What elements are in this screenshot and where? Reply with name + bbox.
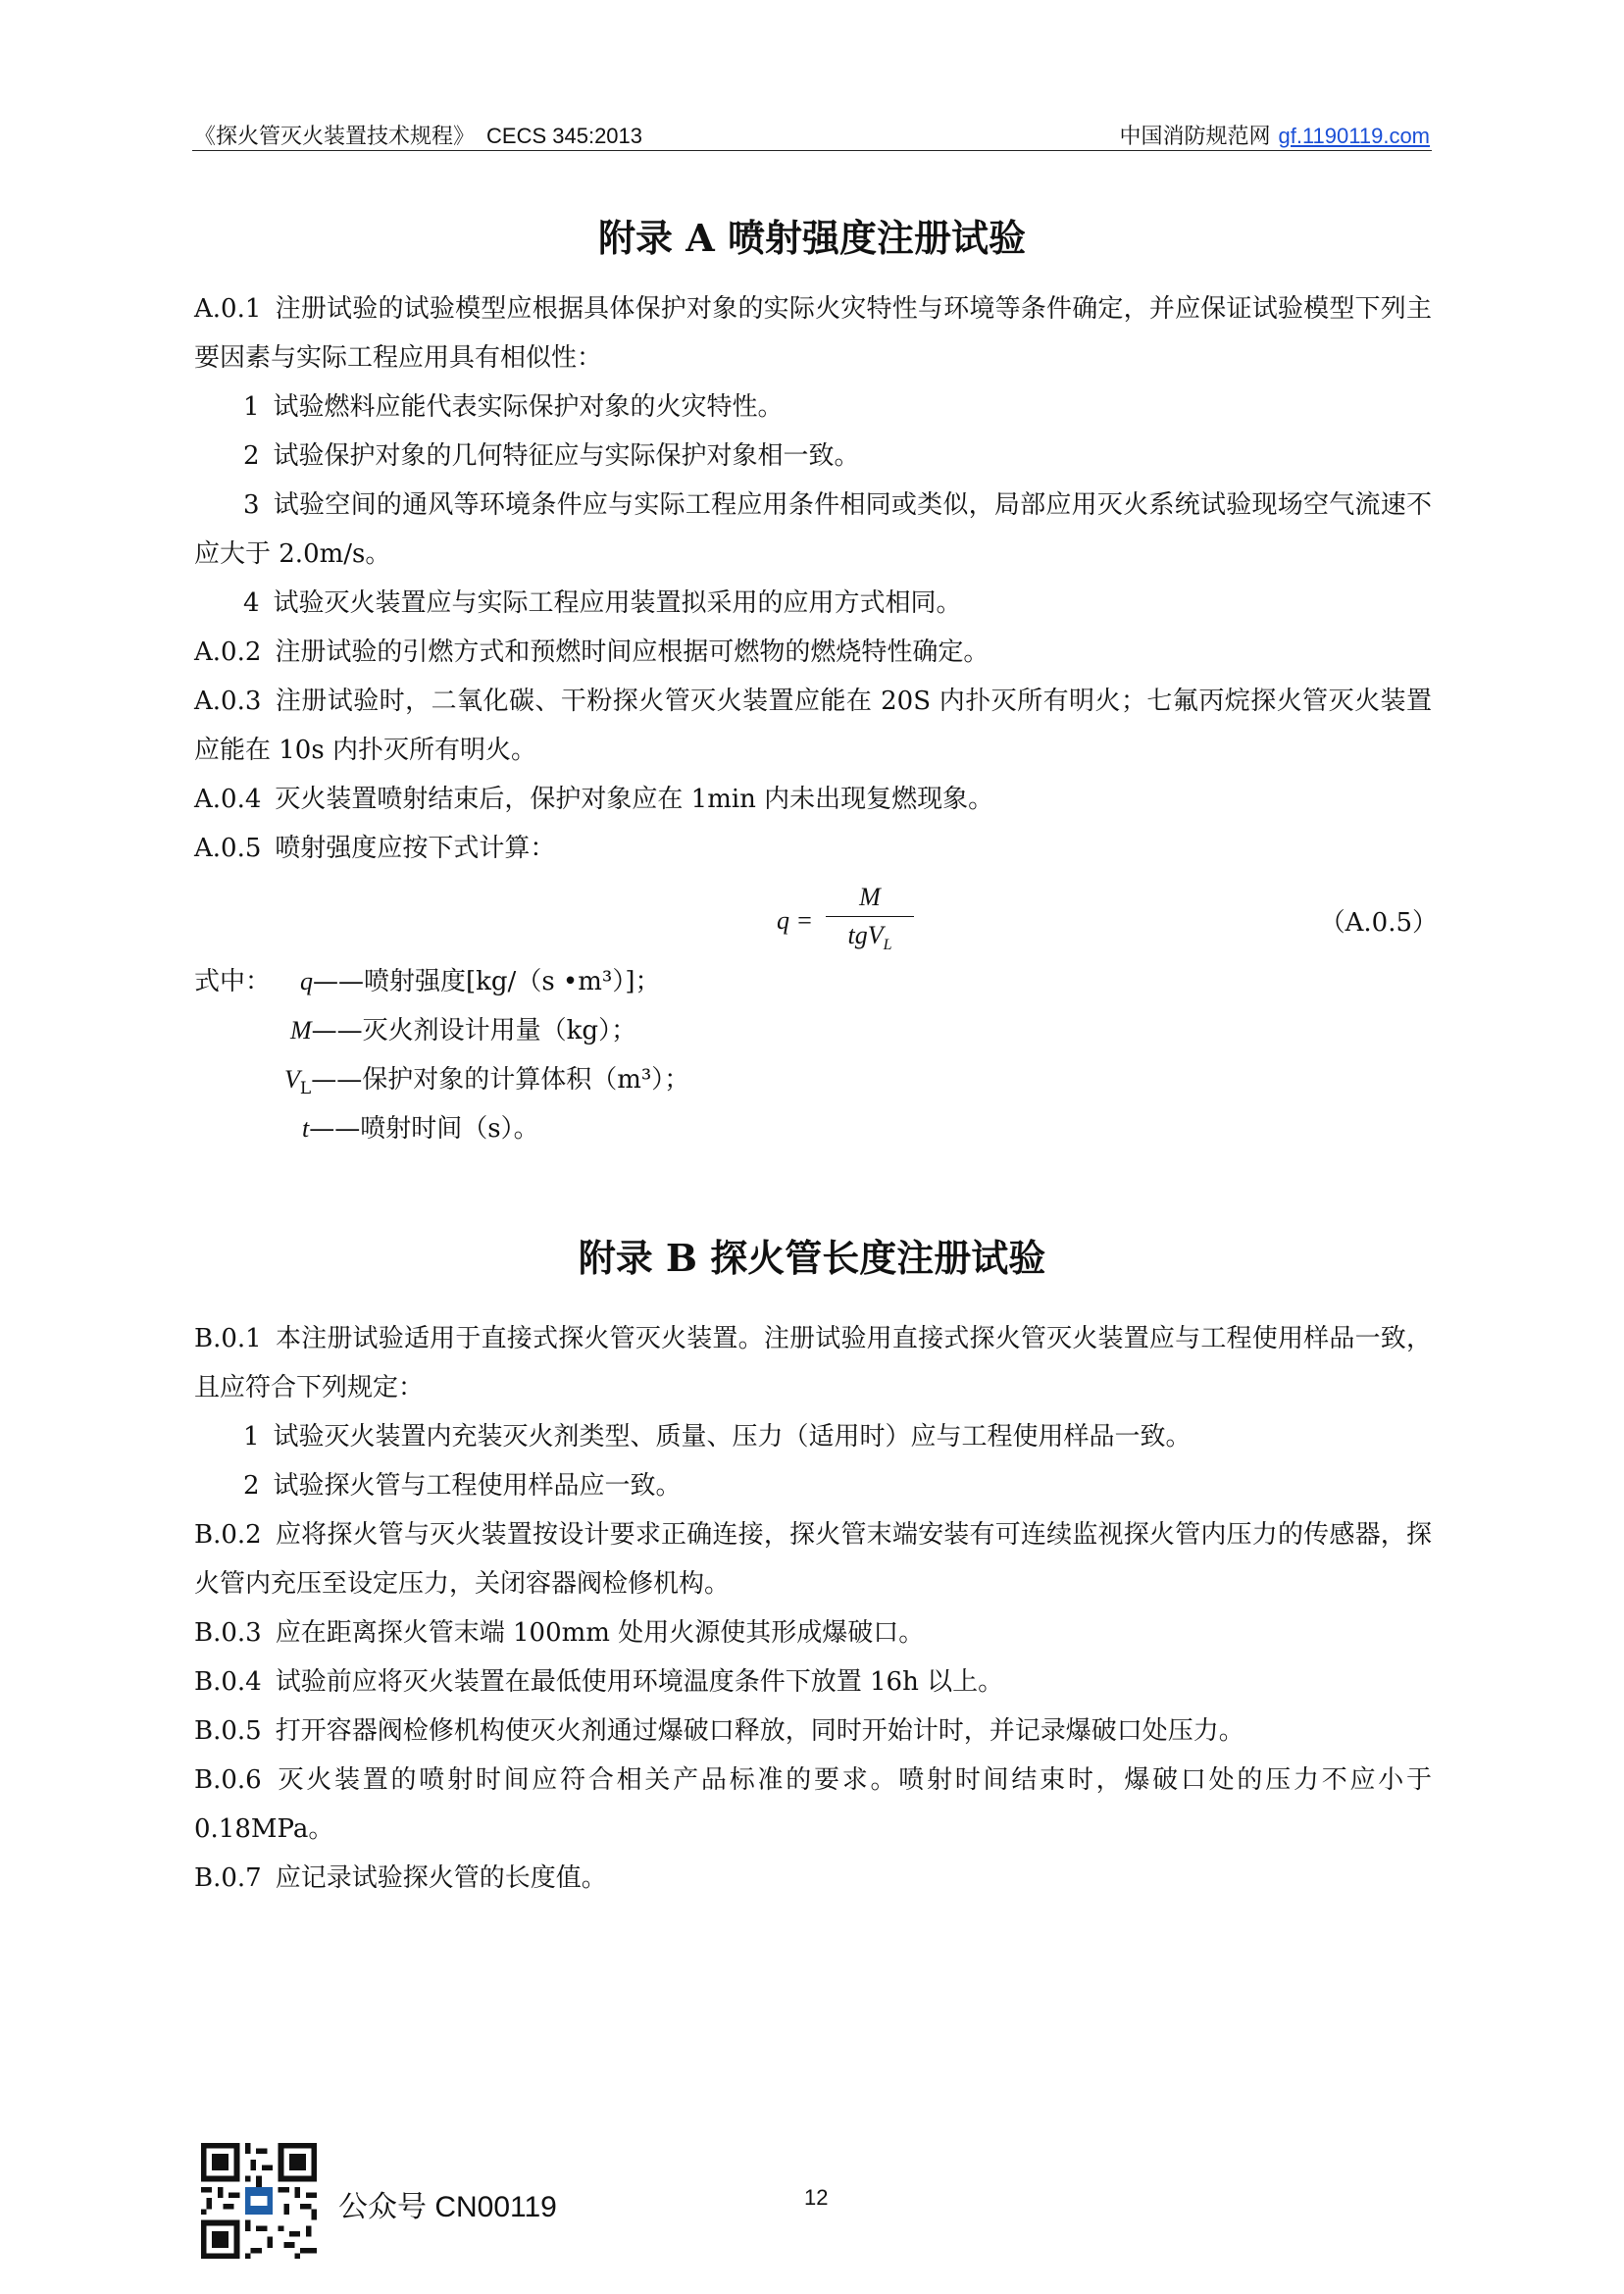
def-subscript: L	[299, 1079, 312, 1099]
def-symbol: V	[284, 1065, 300, 1094]
item-number: 2	[243, 1471, 260, 1501]
item-text: 试验空间的通风等环境条件应与实际工程应用条件相同或类似，局部应用灭火系统试验现场空气流速不应大于 2.0m/s。	[194, 490, 1432, 569]
item-text: 试验保护对象的几何特征应与实际保护对象相一致。	[273, 441, 860, 471]
clause-text: 本注册试验适用于直接式探火管灭火装置。注册试验用直接式探火管灭火装置应与工程使用样品一致，且应符合下列规定：	[194, 1324, 1432, 1402]
denom-sub: L	[883, 937, 892, 954]
clause-b02	[194, 1510, 1432, 1608]
clause-number: B.0.2	[194, 1520, 262, 1550]
clause-number: B.0.7	[194, 1863, 262, 1893]
clause-number: A.0.5	[194, 834, 262, 863]
running-header-title	[194, 120, 642, 150]
list-item	[243, 1461, 1432, 1510]
clause-a03	[194, 677, 1432, 775]
list-item	[243, 432, 1432, 481]
list-item	[243, 1412, 1432, 1461]
def-symbol: q	[300, 967, 314, 995]
item-number: 4	[243, 588, 260, 618]
item-text: 试验燃料应能代表实际保护对象的火灾特性。	[273, 392, 784, 422]
clause-a01	[194, 284, 1432, 382]
def-symbol: t	[302, 1114, 310, 1143]
clause-number: B.0.5	[194, 1716, 262, 1746]
clause-text: 灭火装置的喷射时间应符合相关产品标准的要求。喷射时间结束时，爆破口处的压力不应小于 0.18MPa。	[194, 1765, 1432, 1844]
appendix-a-title: 附录 A 喷射强度注册试验	[598, 216, 1026, 260]
clause-text: 试验前应将灭火装置在最低使用环境温度条件下放置 16h 以上。	[275, 1667, 1004, 1697]
definitions-intro	[194, 957, 660, 1006]
def-symbol: M	[290, 1016, 312, 1045]
definitions-label: 式中：	[194, 967, 272, 996]
clause-a05	[194, 824, 1432, 873]
appendix-b-title: 附录 B 探火管长度注册试验	[578, 1236, 1046, 1280]
wechat-account-label: 公众号 CN00119	[338, 2191, 557, 2223]
site-name: 中国消防规范网	[1119, 125, 1271, 149]
clause-text: 注册试验的试验模型应根据具体保护对象的实际火灾特性与环境等条件确定，并应保证试验模型下列主要因素与实际工程应用具有相似性：	[194, 294, 1432, 373]
clause-text: 打开容器阀检修机构使灭火剂通过爆破口释放，同时开始计时，并记录爆破口处压力。	[275, 1716, 1244, 1746]
item-number: 3	[243, 490, 260, 520]
clause-b01	[194, 1314, 1432, 1412]
clause-text: 应在距离探火管末端 100mm 处用火源使其形成爆破口。	[275, 1618, 925, 1648]
def-text: ——保护对象的计算体积（m³）；	[311, 1065, 690, 1095]
formula-denominator	[826, 919, 914, 952]
clause-number: A.0.1	[194, 294, 262, 324]
clause-number: B.0.4	[194, 1667, 262, 1697]
denom-t: t	[847, 921, 855, 949]
clause-text: 注册试验的引燃方式和预燃时间应根据可燃物的燃烧特性确定。	[275, 637, 990, 667]
clause-number: A.0.2	[194, 637, 262, 667]
clause-a04	[194, 775, 1432, 824]
running-header-site	[1119, 120, 1430, 150]
def-text: ——喷射时间（s）。	[309, 1114, 539, 1144]
clause-number: A.0.3	[194, 687, 262, 716]
clause-b03	[194, 1608, 1432, 1657]
doc-title: 《探火管灭火装置技术规程》	[194, 125, 476, 149]
formula-fraction	[826, 881, 914, 952]
page-number: 12	[804, 2185, 829, 2210]
clause-text: 注册试验时，二氧化碳、干粉探火管灭火装置应能在 20S 内扑灭所有明火；七氟丙烷探火管灭火装置应能在 10s 内扑灭所有明火。	[194, 687, 1432, 765]
definition-t	[302, 1104, 539, 1153]
clause-number: B.0.1	[194, 1324, 262, 1353]
standard-number: CECS 345:2013	[486, 124, 643, 148]
clause-text: 灭火装置喷射结束后，保护对象应在 1min 内未出现复燃现象。	[275, 785, 994, 814]
clause-number: B.0.3	[194, 1618, 262, 1648]
formula-number: （A.0.5）	[1319, 908, 1438, 938]
item-number: 2	[243, 441, 260, 471]
item-number: 1	[243, 1422, 260, 1452]
formula-numerator: M	[859, 883, 881, 911]
site-url-link[interactable]: gf.1190119.com	[1278, 124, 1430, 148]
list-item	[194, 481, 1432, 579]
clause-b05	[194, 1707, 1432, 1756]
clause-b04	[194, 1657, 1432, 1707]
list-item	[243, 579, 1432, 628]
definition-m	[290, 1006, 636, 1055]
clause-b06	[194, 1756, 1432, 1854]
item-text: 试验灭火装置内充装灭火剂类型、质量、压力（适用时）应与工程使用样品一致。	[273, 1422, 1192, 1452]
fraction-bar	[826, 916, 914, 917]
def-text: ——喷射强度[kg/（s •m³）]；	[313, 967, 661, 996]
clause-a02	[194, 628, 1432, 677]
clause-text: 应将探火管与灭火装置按设计要求正确连接，探火管末端安装有可连续监视探火管内压力的传感器，探火管内充压至设定压力，关闭容器阀检修机构。	[194, 1520, 1432, 1599]
clause-text: 应记录试验探火管的长度值。	[275, 1863, 607, 1893]
clause-text: 喷射强度应按下式计算：	[275, 834, 556, 863]
def-text: ——灭火剂设计用量（kg）；	[311, 1016, 637, 1045]
list-item	[243, 382, 1432, 432]
denom-dot: g	[854, 921, 868, 949]
clause-number: A.0.4	[194, 785, 262, 814]
item-text: 试验灭火装置应与实际工程应用装置拟采用的应用方式相同。	[273, 588, 962, 618]
item-number: 1	[243, 392, 260, 422]
wechat-qr-code-icon	[201, 2143, 317, 2259]
clause-number: B.0.6	[194, 1765, 262, 1795]
clause-b07	[194, 1854, 1432, 1903]
item-text: 试验探火管与工程使用样品应一致。	[273, 1471, 682, 1501]
denom-v: V	[867, 921, 884, 949]
formula-lhs: q =	[777, 906, 814, 935]
header-divider	[192, 150, 1432, 151]
